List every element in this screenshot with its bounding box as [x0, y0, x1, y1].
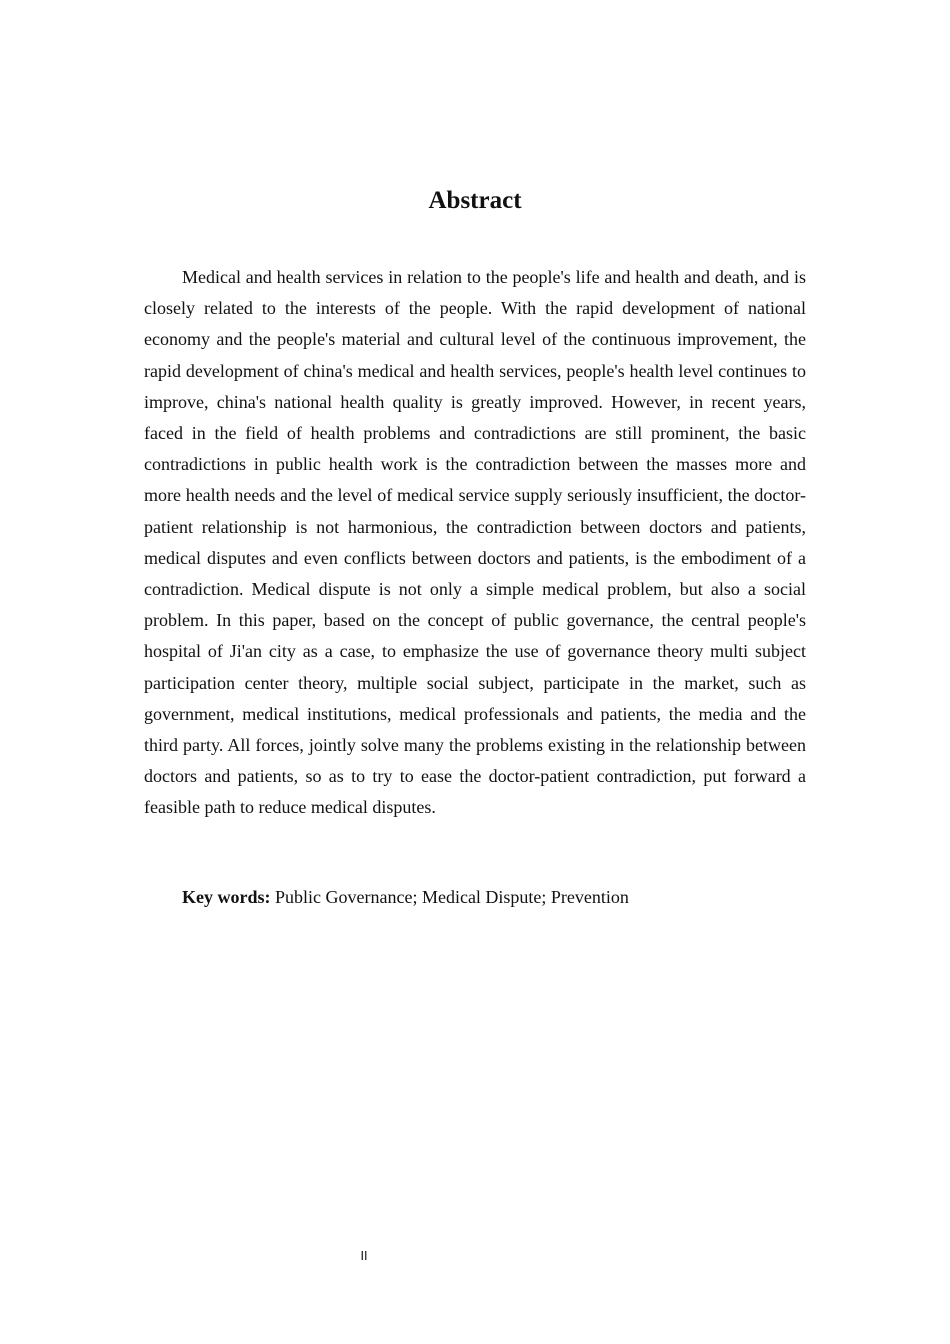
keywords-value: Public Governance; Medical Dispute; Prevention [275, 887, 629, 907]
page-title: Abstract [428, 187, 522, 214]
abstract-paragraph: Medical and health services in relation to the people's life and health and death, and is closely related to the interests of the people. With the rapid development of national economy and the people's material and cultural level of the continuous improvement, the rapid development of china's medical and health services, people's health level continues to improve, china's national health quality is greatly improved. However, in recent years, faced in the field of health problems and contradictions are still prominent, the basic contradictions in public health work is the contradiction between the masses more and more health needs and the level of medical service supply seriously insufficient, the doctor-patient relationship is not harmonious, the contradiction between doctors and patients, medical disputes and even conflicts between doctors and patients, is the embodiment of a contradiction. Medical dispute is not only a simple medical problem, but also a social problem. In this paper, based on the concept of public governance, the central people's hospital of Ji'an city as a case, to emphasize the use of governance theory multi subject participation center theory, multiple social subject, participate in the market, such as government, medical institutions, medical professionals and patients, the media and the third party. All forces, jointly solve many the problems existing in the relationship between doctors and patients, so as to try to ease the doctor-patient contradiction, put forward a feasible path to reduce medical disputes. [144, 267, 806, 818]
keywords-label: Key words: [182, 887, 275, 907]
page-number: II [360, 1249, 368, 1263]
keywords-line [182, 883, 802, 911]
